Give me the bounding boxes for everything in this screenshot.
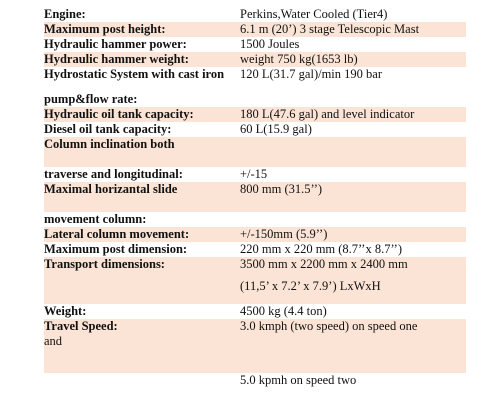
spec-row-transport (44, 257, 466, 304)
spec-row-weight (44, 304, 466, 319)
traverse-value: +/-15 (240, 167, 268, 181)
hydrostatic-value: 120 L(31.7 gal)/min 190 bar (240, 67, 382, 81)
hammer-power-label: Hydraulic hammer power: (44, 37, 187, 51)
lateral-movement-value: +/-150mm (5.9’’) (240, 227, 328, 241)
oil-tank-value: 180 L(47.6 gal) and level indicator (240, 107, 415, 121)
diesel-tank-label: Diesel oil tank capacity: (44, 122, 172, 136)
spec-row-horizontal-slide (44, 182, 466, 212)
spec-row-movement-column (44, 212, 466, 227)
column-inclination-label: Column inclination both (44, 137, 175, 151)
post-dimension-label: Maximum post dimension: (44, 242, 188, 256)
travel-speed-label-block (44, 319, 240, 349)
spec-row-engine (44, 7, 466, 22)
travel-speed-value-1: 3.0 kmph (two speed) on speed one (240, 319, 418, 333)
weight-label: Weight: (44, 304, 87, 318)
spec-row-hammer-power (44, 37, 466, 52)
spec-row-traverse (44, 167, 466, 182)
hammer-power-value: 1500 Joules (240, 37, 300, 51)
spec-row-spacer (44, 82, 466, 92)
transport-value-imperial: (11,5’ x 7.2’ x 7.9’) LxWxH (240, 279, 381, 293)
diesel-tank-value: 60 L(15.9 gal) (240, 122, 312, 136)
pump-flow-label: pump&flow rate: (44, 92, 138, 106)
travel-speed-label: Travel Speed: (44, 319, 118, 333)
spec-row-oil-tank (44, 107, 466, 122)
spec-row-hydrostatic (44, 67, 466, 82)
post-height-value: 6.1 m (20’) 3 stage Telescopic Mast (240, 22, 420, 36)
hydrostatic-label: Hydrostatic System with cast iron (44, 67, 225, 81)
spec-row-travel-speed (44, 319, 466, 373)
post-dimension-value: 220 mm x 220 mm (8.7’’x 8.7’’) (240, 242, 403, 256)
travel-speed-and: and (44, 334, 63, 348)
weight-value: 4500 kg (4.4 ton) (240, 304, 327, 318)
spec-row-diesel-tank (44, 122, 466, 137)
oil-tank-label: Hydraulic oil tank capacity: (44, 107, 194, 121)
horizontal-slide-value: 800 mm (31.5’’) (240, 182, 323, 196)
transport-label: Transport dimensions: (44, 257, 165, 271)
transport-value-gap (240, 272, 466, 279)
spec-row-post-height (44, 22, 466, 37)
horizontal-slide-label: Maximal horizantal slide (44, 182, 178, 196)
engine-label: Engine: (44, 7, 86, 21)
hammer-weight-value: weight 750 kg(1653 lb) (240, 52, 358, 66)
post-height-label: Maximum post height: (44, 22, 166, 36)
spec-row-pump-flow (44, 92, 466, 107)
engine-value: Perkins,Water Cooled (Tier4) (240, 7, 388, 21)
movement-column-label: movement column: (44, 212, 147, 226)
spec-row-travel-speed-two (44, 373, 466, 388)
spec-row-post-dimension (44, 242, 466, 257)
traverse-label: traverse and longitudinal: (44, 167, 183, 181)
transport-value (240, 257, 466, 294)
spec-row-lateral-movement (44, 227, 466, 242)
transport-value-metric: 3500 mm x 2200 mm x 2400 mm (240, 257, 408, 271)
spec-row-hammer-weight (44, 52, 466, 67)
lateral-movement-label: Lateral column movement: (44, 227, 190, 241)
hammer-weight-label: Hydraulic hammer weight: (44, 52, 189, 66)
travel-speed-value-2: 5.0 kpmh on speed two (240, 373, 357, 387)
spec-row-column-inclination (44, 137, 466, 167)
spec-table (44, 5, 466, 388)
